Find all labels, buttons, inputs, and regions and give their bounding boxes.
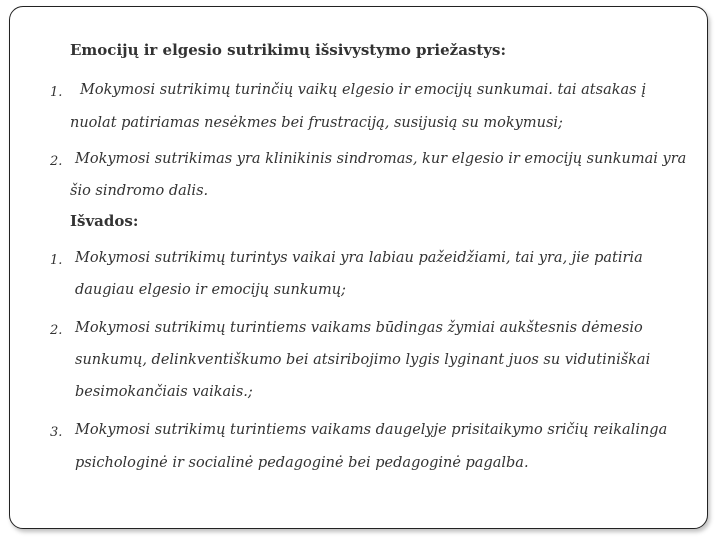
conclusion-1-number: 1. (50, 253, 63, 268)
conclusion-3-number: 3. (50, 425, 63, 440)
conclusion-2-line-1: Mokymosi sutrikimų turintiems vaikams būdingas žymiai aukštesnis dėmesio (75, 320, 643, 336)
conclusion-1-line-2: daugiau elgesio ir emocijų sunkumų; (75, 282, 346, 298)
conclusion-3-line-2: psichologinė ir socialinė pedagoginė bei pedagoginė pagalba. (75, 455, 529, 471)
conclusion-3-line-1: Mokymosi sutrikimų turintiems vaikams daugelyje prisitaikymo sričių reikalinga (75, 422, 668, 438)
cause-1-number: 1. (50, 85, 63, 100)
cause-1-line-2: nuolat patiriamas nesėkmes bei frustraciją, susijusią su mokymusi; (70, 115, 563, 131)
conclusion-2-line-2: sunkumų, delinkventiškumo bei atsiribojimo lygis lyginant juos su vidutiniškai (75, 352, 651, 368)
cause-2-line-1: Mokymosi sutrikimas yra klinikinis sindromas, kur elgesio ir emocijų sunkumai yra (75, 151, 687, 167)
cause-2-number: 2. (50, 154, 63, 169)
cause-1-line-1: Mokymosi sutrikimų turinčių vaikų elgesio ir emocijų sunkumai. tai atsakas į (80, 82, 646, 98)
conclusion-2-line-3: besimokančiais vaikais.; (75, 384, 253, 400)
cause-2-line-2: šio sindromo dalis. (70, 183, 209, 199)
conclusion-1-line-1: Mokymosi sutrikimų turintys vaikai yra labiau pažeidžiami, tai yra, jie patiria (75, 250, 643, 266)
causes-heading: Emocijų ir elgesio sutrikimų išsivystymo priežastys: (70, 41, 506, 59)
conclusions-heading: Išvados: (70, 212, 139, 230)
conclusion-2-number: 2. (50, 323, 63, 338)
